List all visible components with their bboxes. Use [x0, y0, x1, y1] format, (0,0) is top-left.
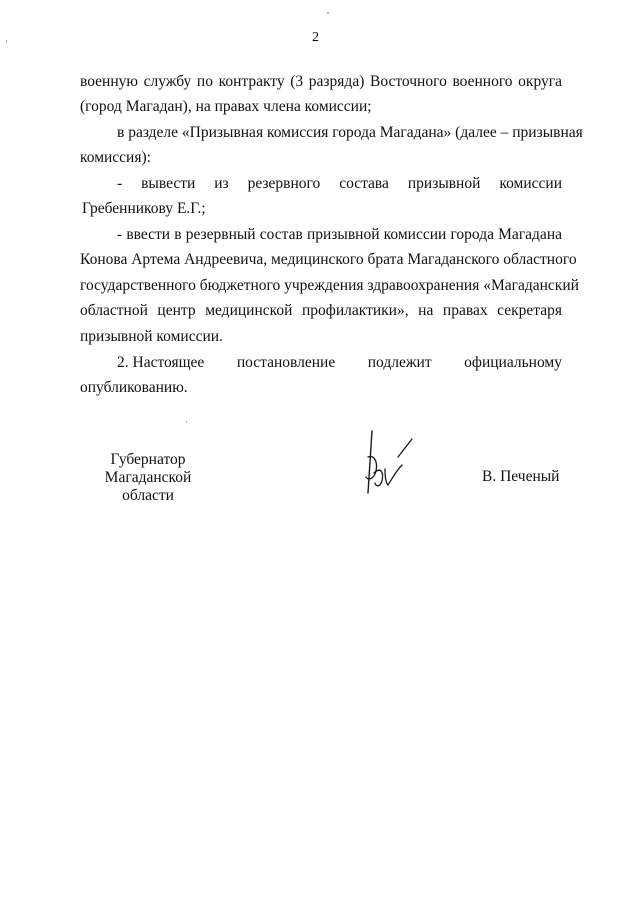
publication-line	[117, 354, 562, 372]
word: призывной	[407, 175, 481, 192]
body-line: военную службу по контракту (3 разряда) Восточного военного округа	[80, 73, 562, 90]
scan-speck	[6, 40, 7, 43]
page-number: 2	[312, 30, 319, 45]
signer-name: В. Печеный	[482, 468, 560, 485]
word: -	[117, 175, 123, 192]
word: постановление	[236, 354, 336, 371]
word: резервного	[247, 175, 321, 192]
body-line: комиссия):	[80, 149, 151, 166]
signatory-title	[78, 451, 218, 505]
word: официальному	[464, 354, 562, 371]
body-line: опубликованию.	[80, 379, 188, 396]
body-line: областной центр медицинской профилактики», на правах секретаря	[80, 302, 562, 319]
body-line: в разделе «Призывная комиссия города Магадана» (далее – призывная	[117, 124, 583, 141]
body-line: Гребенникову Е.Г.;	[82, 200, 206, 217]
body-line: Конова Артема Андреевича, медицинского брата Магаданского областного	[80, 251, 577, 268]
word: комиссии	[499, 175, 562, 192]
word: состава	[339, 175, 389, 192]
body-line: - ввести в резервный состав призывной комиссии города Магадана	[117, 226, 562, 243]
exclude-line	[117, 175, 562, 193]
body-line: призывной комиссии.	[80, 328, 223, 345]
body-line: (город Магадан), на правах члена комиссии;	[80, 98, 372, 115]
word: вывести	[141, 175, 196, 192]
word: 2. Настоящее	[117, 354, 205, 371]
handwritten-signature	[358, 427, 418, 499]
title-line-1: Губернатор	[110, 451, 186, 468]
scan-speck	[186, 421, 187, 423]
word: из	[214, 175, 229, 192]
word: подлежит	[367, 354, 432, 371]
body-line: государственного бюджетного учреждения здравоохранения «Магаданский	[80, 277, 579, 294]
scan-speck	[327, 12, 329, 14]
title-line-2: Магаданской области	[104, 469, 192, 504]
